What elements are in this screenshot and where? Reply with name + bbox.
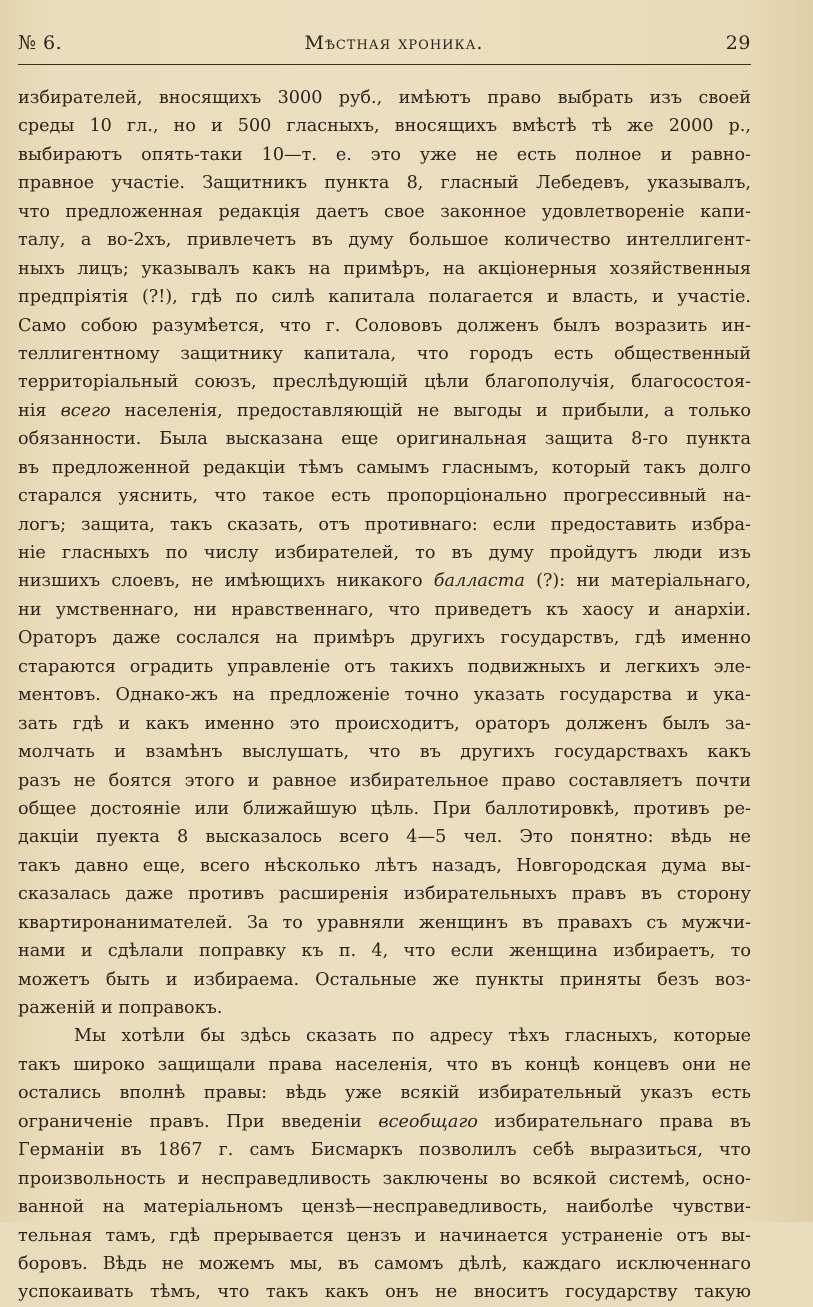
text-line: ніе гласныхъ по числу избирателей, то въ думу пройдутъ люди изъ <box>18 543 751 563</box>
running-header <box>18 32 751 58</box>
text-line <box>18 397 751 425</box>
text-line: Ораторъ даже сослался на примѣръ другихъ государствъ, гдѣ именно <box>18 628 751 649</box>
text-line: нами и сдѣлали поправку къ п. 4, что если женщина избираетъ, то <box>18 941 751 962</box>
paragraph-first-line: Мы хотѣли бы здѣсь сказать по адресу тѣхъ гласныхъ, которые <box>74 1026 751 1047</box>
text-run: низшихъ слоевъ, не имѣющихъ никакого <box>18 571 434 592</box>
paragraph-end-line: раженій и поправокъ. <box>18 998 223 1018</box>
text-line: предпріятія (?!), гдѣ по силѣ капитала полагается и власть, и участіе. <box>18 287 751 308</box>
italic-word: балласта <box>433 571 525 592</box>
text-line: ни умственнаго, ни нравственнаго, что приведетъ къ хаосу и анархіи. <box>18 599 751 620</box>
section-title: Мѣстная хроника. <box>304 32 484 54</box>
italic-word: всеобщаго <box>378 1111 478 1132</box>
italic-word: всего <box>60 400 111 421</box>
issue-number: № 6. <box>18 32 63 54</box>
text-run: избирательнаго права въ <box>477 1111 751 1132</box>
text-run: (?): ни матеріальнаго, <box>524 571 751 592</box>
text-line: обязанности. Была высказана еще оригинальная защита 8-го пункта <box>18 429 751 450</box>
text-line: остались вполнѣ правы: вѣдь уже всякій избирательный указъ есть <box>18 1083 751 1104</box>
text-line: успокаивать тѣмъ, что такъ какъ онъ не вноситъ государству такую <box>18 1282 751 1303</box>
text-line: избирателей, вносящихъ 3000 руб., имѣютъ право выбрать изъ своей <box>18 88 751 108</box>
text-line: боровъ. Вѣдь не можемъ мы, въ самомъ дѣлѣ, каждаго исключеннаго <box>18 1253 751 1274</box>
text-line: правное участіе. Защитникъ пункта 8, гласный Лебедевъ, указывалъ, <box>18 173 751 194</box>
text-line: выбираютъ опять-таки 10—т. е. это уже не есть полное и равно- <box>18 144 751 165</box>
text-line: тельная тамъ, гдѣ прерывается цензъ и начинается устраненіе отъ вы- <box>18 1225 751 1246</box>
text-line: ментовъ. Однако-жъ на предложеніе точно указать государства и ука- <box>18 685 751 706</box>
text-run: ограниченіе правъ. При введеніи <box>18 1111 379 1132</box>
text-line: логъ; защита, такъ сказать, отъ противнаго: если предоставить избра- <box>18 514 751 535</box>
text-line: территоріальный союзъ, преслѣдующій цѣли благополучія, благосостоя- <box>18 372 751 393</box>
text-line: квартиронанимателей. За то уравняли женщинъ въ правахъ съ мужчи- <box>18 912 751 933</box>
page-number: 29 <box>725 32 751 54</box>
text-line: что предложенная редакція даетъ свое законное удовлетвореніе капи- <box>18 201 751 222</box>
text-line <box>18 1108 751 1136</box>
text-line: произвольность и несправедливость заключены во всякой системѣ, осно- <box>18 1168 751 1189</box>
text-line: талу, а во-2хъ, привлечетъ въ думу большое количество интеллигент- <box>18 230 751 251</box>
text-line: стараются оградить управленіе отъ такихъ подвижныхъ и легкихъ эле- <box>18 656 751 677</box>
text-line: дакціи пуекта 8 высказалось всего 4—5 чел. Это понятно: вѣдь не <box>18 827 751 848</box>
text-line: такъ широко защищали права населенія, что въ концѣ концевъ они не <box>18 1054 751 1075</box>
text-line: молчать и взамѣнъ выслушать, что въ другихъ государствахъ какъ <box>18 742 751 763</box>
text-line: такъ давно еще, всего нѣсколько лѣтъ назадъ, Новгородская дума вы- <box>18 855 751 876</box>
text-line: ванной на матеріальномъ цензѣ—несправедливость, наиболѣе чувстви- <box>18 1197 751 1218</box>
text-line: разъ не боятся этого и равное избирательное право составляетъ почти <box>18 770 751 791</box>
article-body <box>18 84 751 1307</box>
text-line: старался уяснить, что такое есть пропорціонально прогрессивный на- <box>18 486 751 507</box>
header-rule <box>18 64 751 65</box>
text-line <box>18 567 751 595</box>
text-line: Само собою разумѣется, что г. Солововъ долженъ былъ возразить ин- <box>18 315 751 336</box>
text-run: населенія, предоставляющій не выгоды и прибыли, а только <box>110 400 751 421</box>
text-line: ныхъ лицъ; указывалъ какъ на примѣръ, на акціонерныя хозяйственныя <box>18 258 751 279</box>
text-line: зать гдѣ и какъ именно это происходитъ, ораторъ долженъ былъ за- <box>18 713 751 734</box>
text-run: нія <box>18 400 61 421</box>
text-line: теллигентному защитнику капитала, что городъ есть общественный <box>18 343 751 364</box>
text-line: въ предложенной редакціи тѣмъ самымъ гласнымъ, который такъ долго <box>18 457 751 478</box>
text-line: Германіи въ 1867 г. самъ Бисмаркъ позволилъ себѣ выразиться, что <box>18 1140 751 1161</box>
text-line: общее достояніе или ближайшую цѣль. При баллотировкѣ, противъ ре- <box>18 798 751 819</box>
text-line: можетъ быть и избираема. Остальные же пункты приняты безъ воз- <box>18 969 751 990</box>
text-line: сказалась даже противъ расширенія избирательныхъ правъ въ сторону <box>18 884 751 905</box>
text-line: среды 10 гл., но и 500 гласныхъ, вносящихъ вмѣстѣ тѣ же 2000 р., <box>18 116 751 137</box>
